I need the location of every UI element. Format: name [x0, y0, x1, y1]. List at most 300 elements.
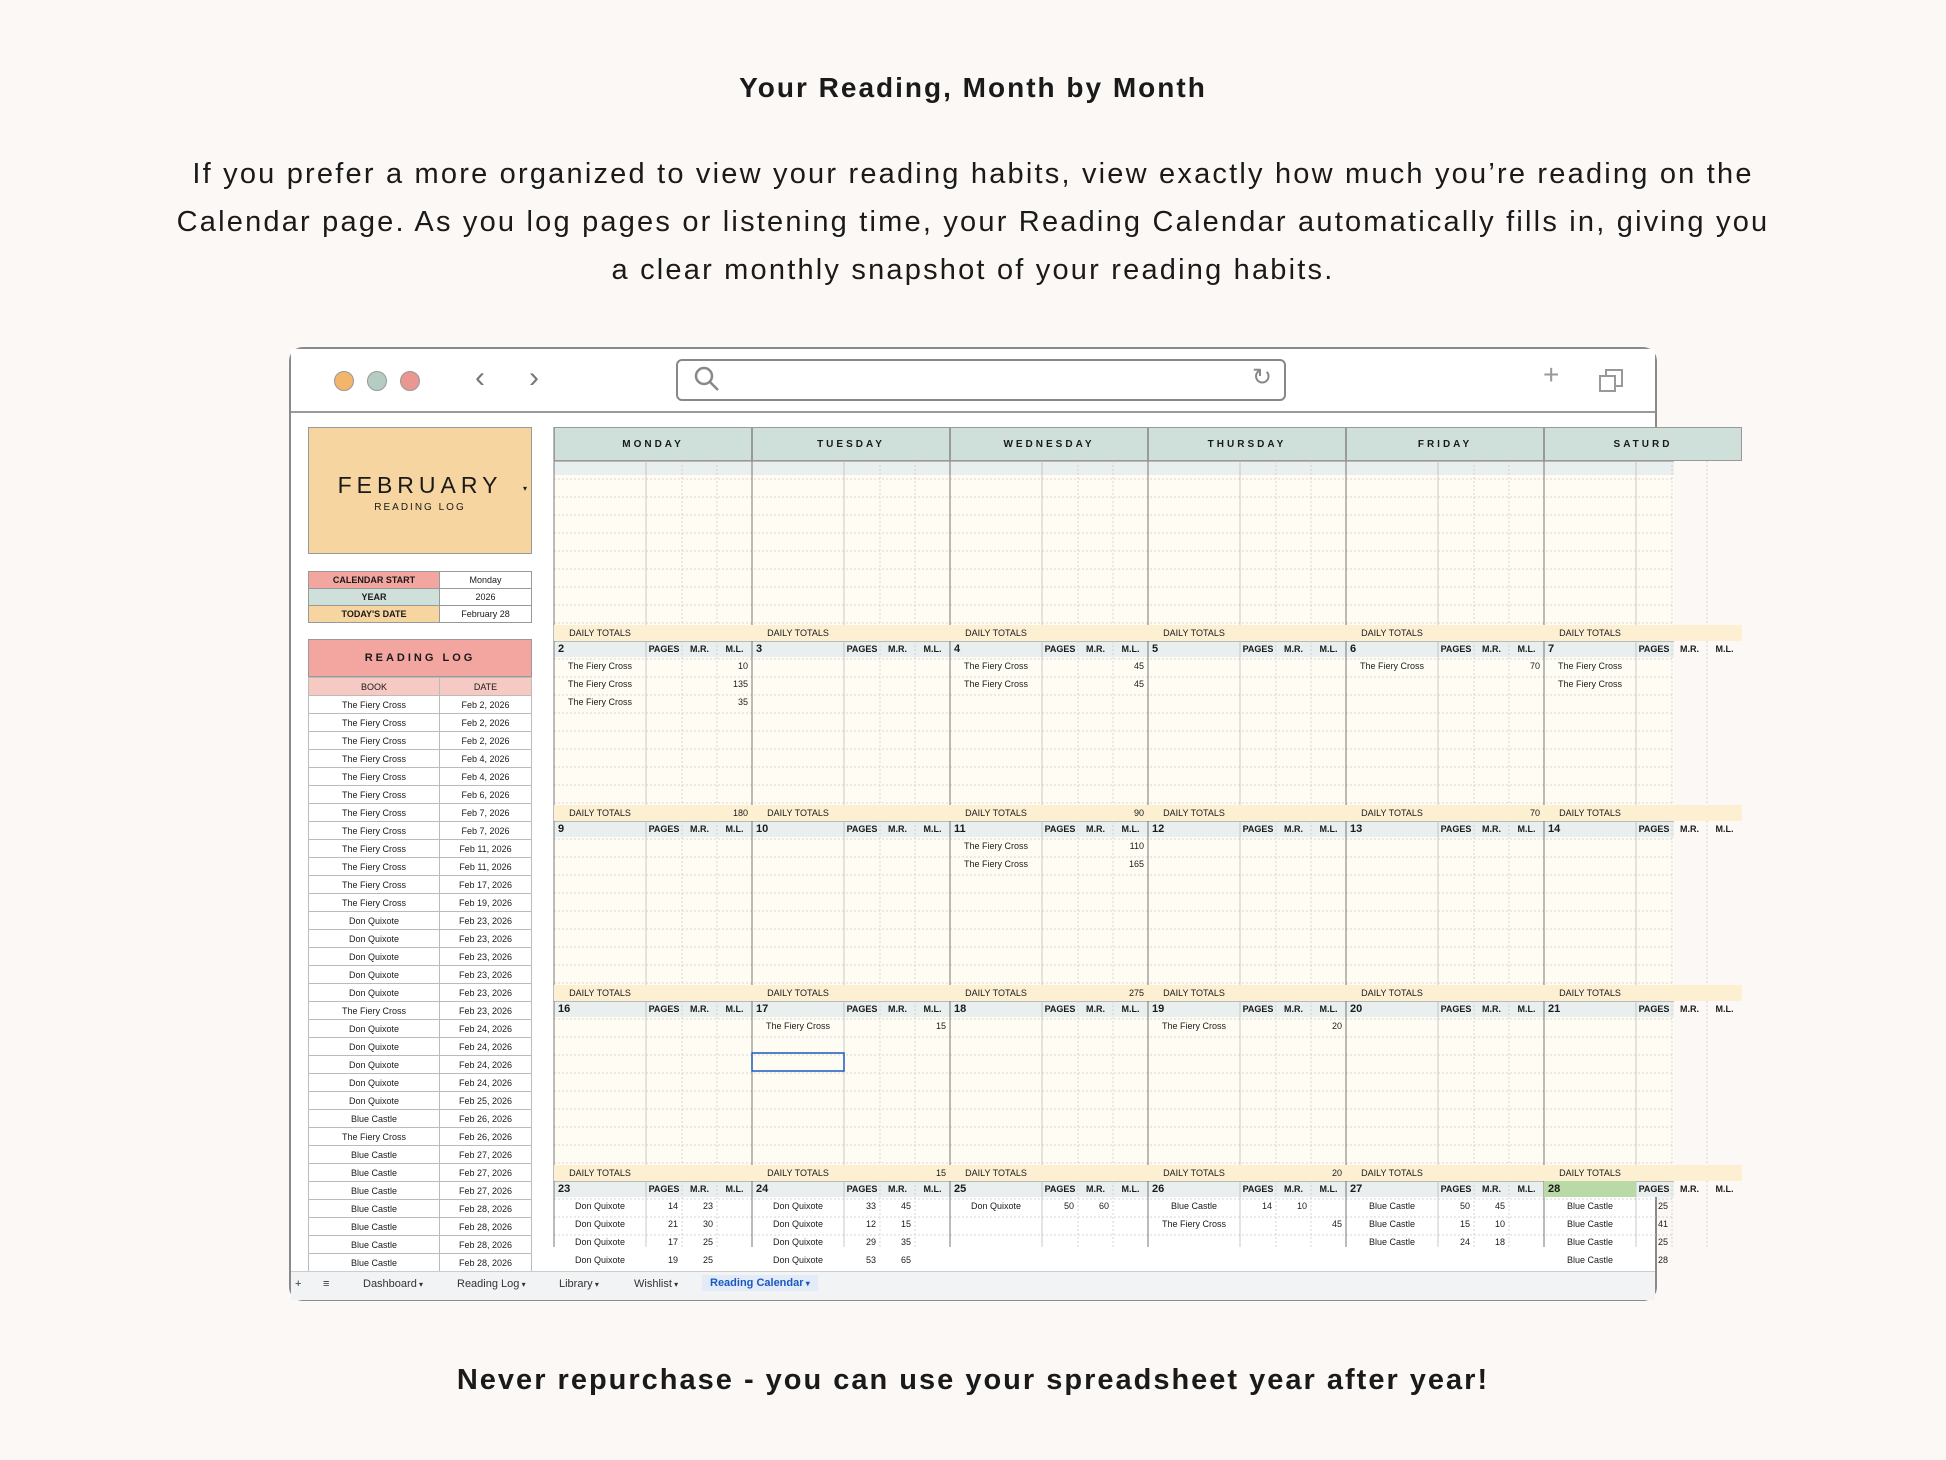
daily-totals-label: DAILY TOTALS [1148, 625, 1240, 641]
sheet-tab[interactable] [702, 1275, 818, 1291]
entry-value[interactable]: 15 [935, 1021, 946, 1031]
entry-value[interactable] [1078, 675, 1113, 693]
entry-value[interactable]: 41 [1657, 1219, 1668, 1229]
entry-book[interactable]: Don Quixote [772, 1219, 824, 1229]
entry-value[interactable] [1078, 855, 1113, 873]
entry-value[interactable] [1707, 1197, 1742, 1215]
entry-value[interactable]: 15 [900, 1219, 911, 1229]
settings-value[interactable]: 2026 [440, 589, 532, 606]
log-date-cell[interactable]: Feb 25, 2026 [440, 1092, 532, 1110]
entry-value[interactable]: 110 [1129, 841, 1144, 851]
chevron-down-icon[interactable]: ▾ [803, 1279, 810, 1288]
entry-value[interactable]: 50 [1459, 1201, 1470, 1211]
sheet-tab-label: Dashboard [363, 1278, 417, 1290]
daily-totals-label: DAILY TOTALS [950, 985, 1042, 1001]
entry-value[interactable]: 70 [1529, 661, 1540, 671]
daily-totals-value: 70 [1509, 805, 1544, 821]
entry-value[interactable]: 14 [667, 1201, 678, 1211]
table-row [309, 1200, 532, 1218]
entry-value[interactable]: 25 [702, 1237, 713, 1247]
entry-book[interactable]: Blue Castle [1368, 1201, 1416, 1211]
entry-value[interactable] [1707, 675, 1742, 693]
entry-book[interactable]: Don Quixote [772, 1201, 824, 1211]
log-book-cell[interactable]: Blue Castle [309, 1254, 440, 1272]
date-number: 13 [1350, 823, 1363, 835]
entry-value[interactable] [646, 675, 682, 693]
entry-value[interactable]: 45 [1133, 679, 1144, 689]
log-date-cell[interactable]: Feb 23, 2026 [440, 948, 532, 966]
log-book-cell[interactable]: Don Quixote [309, 1056, 440, 1074]
table-row [309, 1128, 532, 1146]
copy-icon[interactable] [1597, 367, 1625, 395]
entry-value[interactable] [1438, 657, 1474, 675]
entry-value[interactable] [915, 1215, 950, 1233]
chevron-down-icon[interactable]: ▾ [519, 1280, 526, 1289]
reading-log-column-header: DATE [440, 678, 532, 696]
entry-book[interactable]: Blue Castle [1566, 1255, 1614, 1265]
entry-value[interactable]: 45 [1331, 1219, 1342, 1229]
log-book-cell[interactable]: The Fiery Cross [309, 876, 440, 894]
settings-table [308, 571, 532, 623]
entry-value[interactable] [1707, 1233, 1742, 1251]
window-close-dot[interactable] [400, 371, 420, 391]
entry-value[interactable] [1636, 675, 1672, 693]
log-book-cell[interactable]: Blue Castle [309, 1164, 440, 1182]
entry-value[interactable]: 35 [900, 1237, 911, 1247]
chevron-down-icon[interactable]: ▾ [671, 1280, 679, 1289]
entry-book[interactable]: Blue Castle [1566, 1237, 1614, 1247]
entry-book[interactable]: The Fiery Cross [1359, 661, 1424, 671]
log-book-cell[interactable]: Don Quixote [309, 1020, 440, 1038]
entry-value[interactable] [1672, 1251, 1707, 1269]
log-date-cell[interactable]: Feb 27, 2026 [440, 1146, 532, 1164]
entry-value[interactable]: 35 [737, 697, 748, 707]
log-date-cell[interactable]: Feb 11, 2026 [440, 840, 532, 858]
column-header: PAGES [648, 824, 680, 834]
sheet-tab[interactable] [363, 1278, 423, 1290]
entry-book[interactable]: The Fiery Cross [963, 841, 1028, 851]
entry-value[interactable] [1509, 1233, 1544, 1251]
log-date-cell[interactable]: Feb 7, 2026 [440, 822, 532, 840]
entry-value[interactable]: 15 [1459, 1219, 1470, 1229]
log-book-cell[interactable]: Don Quixote [309, 930, 440, 948]
log-date-cell[interactable]: Feb 2, 2026 [440, 696, 532, 714]
date-number: 17 [756, 1003, 769, 1015]
log-book-cell[interactable]: The Fiery Cross [309, 822, 440, 840]
log-book-cell[interactable]: Blue Castle [309, 1110, 440, 1128]
daily-totals-label: DAILY TOTALS [950, 625, 1042, 641]
entry-book[interactable]: The Fiery Cross [963, 661, 1028, 671]
entry-book[interactable]: The Fiery Cross [567, 661, 632, 671]
entry-book[interactable]: Don Quixote [574, 1219, 626, 1229]
log-date-cell[interactable]: Feb 28, 2026 [440, 1218, 532, 1236]
entry-value[interactable] [1509, 1215, 1544, 1233]
entry-book[interactable]: Blue Castle [1368, 1219, 1416, 1229]
daily-totals-value: 90 [1113, 805, 1148, 821]
log-book-cell[interactable]: Don Quixote [309, 1074, 440, 1092]
month-dropdown-icon[interactable]: ▾ [522, 484, 527, 493]
entry-book[interactable]: The Fiery Cross [567, 697, 632, 707]
entry-book[interactable]: Don Quixote [574, 1255, 626, 1265]
entry-value[interactable] [880, 1017, 915, 1035]
entry-value[interactable] [1042, 657, 1078, 675]
log-book-cell[interactable]: The Fiery Cross [309, 858, 440, 876]
column-header: PAGES [1044, 644, 1076, 654]
entry-book[interactable]: The Fiery Cross [963, 859, 1028, 869]
daily-totals-label: DAILY TOTALS [950, 805, 1042, 821]
log-book-cell[interactable]: Don Quixote [309, 966, 440, 984]
log-date-cell[interactable]: Feb 4, 2026 [440, 750, 532, 768]
table-row [309, 840, 532, 858]
log-book-cell[interactable]: Blue Castle [309, 1236, 440, 1254]
log-date-cell[interactable]: Feb 24, 2026 [440, 1056, 532, 1074]
daily-totals-value [1509, 625, 1544, 641]
column-header: M.L. [1517, 1184, 1536, 1194]
entry-value[interactable] [717, 1215, 752, 1233]
log-date-cell[interactable]: Feb 23, 2026 [440, 984, 532, 1002]
log-book-cell[interactable]: The Fiery Cross [309, 786, 440, 804]
entry-value[interactable]: 21 [667, 1219, 678, 1229]
daily-totals-value [1509, 985, 1544, 1001]
entry-value[interactable]: 33 [865, 1201, 876, 1211]
entry-value[interactable] [1672, 1233, 1707, 1251]
log-book-cell[interactable]: Blue Castle [309, 1182, 440, 1200]
entry-book[interactable]: Blue Castle [1368, 1237, 1416, 1247]
column-header: PAGES [1242, 644, 1274, 654]
log-book-cell[interactable]: Blue Castle [309, 1218, 440, 1236]
entry-value[interactable]: 60 [1098, 1201, 1109, 1211]
settings-value[interactable]: February 28 [440, 606, 532, 623]
entry-value[interactable] [1078, 837, 1113, 855]
window-maximize-dot[interactable] [367, 371, 387, 391]
log-date-cell[interactable]: Feb 26, 2026 [440, 1110, 532, 1128]
column-header: PAGES [648, 644, 680, 654]
address-bar[interactable] [676, 359, 1286, 401]
entry-value[interactable]: 12 [865, 1219, 876, 1229]
entry-value[interactable] [1672, 657, 1707, 675]
daily-totals-fill [844, 985, 915, 1001]
daily-totals-value [1311, 985, 1346, 1001]
entry-value[interactable] [717, 1197, 752, 1215]
column-header: M.R. [1680, 824, 1699, 834]
log-date-cell[interactable]: Feb 2, 2026 [440, 714, 532, 732]
column-header: M.R. [1482, 644, 1501, 654]
daily-totals-label: DAILY TOTALS [1544, 805, 1636, 821]
entry-value[interactable] [1672, 675, 1707, 693]
log-book-cell[interactable]: Don Quixote [309, 1092, 440, 1110]
column-header: M.L. [1319, 644, 1338, 654]
column-header: M.L. [923, 1184, 942, 1194]
column-header: M.L. [725, 824, 744, 834]
entry-value[interactable]: 45 [1133, 661, 1144, 671]
entry-book[interactable]: Don Quixote [574, 1201, 626, 1211]
entry-value[interactable]: 50 [1063, 1201, 1074, 1211]
sheet-tab[interactable] [457, 1278, 526, 1290]
table-row [309, 1002, 532, 1020]
date-number: 27 [1350, 1183, 1363, 1195]
entry-value[interactable]: 45 [900, 1201, 911, 1211]
log-date-cell[interactable]: Feb 23, 2026 [440, 930, 532, 948]
daily-totals-fill [1042, 805, 1113, 821]
entry-book[interactable]: Don Quixote [772, 1237, 824, 1247]
entry-value[interactable] [1240, 1215, 1276, 1233]
log-date-cell[interactable]: Feb 23, 2026 [440, 912, 532, 930]
log-date-cell[interactable]: Feb 2, 2026 [440, 732, 532, 750]
log-book-cell[interactable]: The Fiery Cross [309, 732, 440, 750]
entry-value[interactable] [682, 675, 717, 693]
log-date-cell[interactable]: Feb 27, 2026 [440, 1182, 532, 1200]
table-row [309, 876, 532, 894]
entry-value[interactable]: 135 [732, 679, 748, 689]
log-date-cell[interactable]: Feb 24, 2026 [440, 1074, 532, 1092]
entry-book[interactable]: The Fiery Cross [963, 679, 1028, 689]
column-header: PAGES [1638, 644, 1670, 654]
log-book-cell[interactable]: The Fiery Cross [309, 696, 440, 714]
entry-value[interactable]: 14 [1261, 1201, 1272, 1211]
log-book-cell[interactable]: The Fiery Cross [309, 804, 440, 822]
entry-value[interactable] [682, 693, 717, 711]
column-header: M.R. [690, 1004, 709, 1014]
column-header: M.L. [725, 1004, 744, 1014]
column-header: M.L. [1319, 824, 1338, 834]
daily-totals-fill [1636, 625, 1707, 641]
day-header: WEDNESDAY [950, 427, 1148, 461]
column-header: M.L. [1715, 1184, 1734, 1194]
forward-icon[interactable]: › [529, 361, 539, 394]
entry-book[interactable]: Blue Castle [1170, 1201, 1218, 1211]
entry-value[interactable] [1042, 855, 1078, 873]
table-row [309, 912, 532, 930]
entry-value[interactable]: 28 [1657, 1255, 1668, 1265]
log-book-cell[interactable]: The Fiery Cross [309, 1128, 440, 1146]
entry-value[interactable]: 18 [1494, 1237, 1505, 1247]
entry-value[interactable] [1707, 1215, 1742, 1233]
description-line: If you prefer a more organized to view your reading habits, view exactly how much you’re reading on the [192, 158, 1754, 190]
entry-value[interactable] [1276, 1017, 1311, 1035]
entry-book[interactable]: Don Quixote [574, 1237, 626, 1247]
entry-value[interactable]: 53 [865, 1255, 876, 1265]
entry-value[interactable] [915, 1197, 950, 1215]
daily-totals-fill [1042, 985, 1113, 1001]
back-icon[interactable]: ‹ [475, 361, 485, 394]
column-header: M.L. [1715, 644, 1734, 654]
log-book-cell[interactable]: Blue Castle [309, 1146, 440, 1164]
table-row [309, 822, 532, 840]
entry-book[interactable]: The Fiery Cross [1557, 679, 1622, 689]
chevron-down-icon[interactable]: ▾ [416, 1280, 424, 1289]
entry-value[interactable]: 30 [702, 1219, 713, 1229]
all-sheets-menu-icon[interactable]: ≡ [323, 1278, 330, 1290]
log-date-cell[interactable]: Feb 28, 2026 [440, 1236, 532, 1254]
date-number: 11 [954, 823, 966, 835]
log-book-cell[interactable]: The Fiery Cross [309, 894, 440, 912]
column-header: M.L. [1319, 1004, 1338, 1014]
column-header: M.R. [1680, 1004, 1699, 1014]
column-header: M.R. [690, 644, 709, 654]
column-header: M.R. [1086, 1004, 1105, 1014]
entry-value[interactable] [915, 1233, 950, 1251]
column-header: M.R. [1086, 824, 1105, 834]
entry-value[interactable] [1672, 1215, 1707, 1233]
column-header: M.L. [1121, 644, 1140, 654]
entry-book[interactable]: Don Quixote [970, 1201, 1022, 1211]
entry-value[interactable]: 25 [1657, 1237, 1668, 1247]
entry-book[interactable]: Blue Castle [1566, 1201, 1614, 1211]
log-book-cell[interactable]: Don Quixote [309, 912, 440, 930]
daily-totals-fill [646, 625, 717, 641]
entry-value[interactable]: 24 [1459, 1237, 1470, 1247]
daily-totals-fill [646, 985, 717, 1001]
sheet-tab[interactable] [634, 1278, 678, 1290]
log-date-cell[interactable]: Feb 26, 2026 [440, 1128, 532, 1146]
date-number: 6 [1350, 643, 1357, 655]
table-row [309, 1110, 532, 1128]
date-number: 7 [1548, 643, 1555, 655]
entry-value[interactable]: 65 [900, 1255, 911, 1265]
column-header: M.R. [1482, 1004, 1501, 1014]
log-date-cell[interactable]: Feb 28, 2026 [440, 1200, 532, 1218]
log-book-cell[interactable]: Don Quixote [309, 948, 440, 966]
log-date-cell[interactable]: Feb 17, 2026 [440, 876, 532, 894]
entry-value[interactable]: 10 [737, 661, 748, 671]
entry-value[interactable]: 25 [702, 1255, 713, 1265]
log-book-cell[interactable]: The Fiery Cross [309, 1002, 440, 1020]
daily-totals-fill [646, 1165, 717, 1181]
column-header: PAGES [1638, 824, 1670, 834]
log-date-cell[interactable]: Feb 24, 2026 [440, 1020, 532, 1038]
log-date-cell[interactable]: Feb 19, 2026 [440, 894, 532, 912]
date-number: 12 [1152, 823, 1165, 835]
log-book-cell[interactable]: The Fiery Cross [309, 768, 440, 786]
daily-totals-fill [1438, 985, 1509, 1001]
entry-book[interactable]: Don Quixote [772, 1255, 824, 1265]
left-panel [308, 427, 532, 1272]
column-header: PAGES [1440, 1004, 1472, 1014]
entry-value[interactable] [1509, 1197, 1544, 1215]
entry-value[interactable] [1707, 1251, 1742, 1269]
entry-value[interactable]: 17 [667, 1237, 678, 1247]
entry-value[interactable] [646, 657, 682, 675]
log-date-cell[interactable]: Feb 11, 2026 [440, 858, 532, 876]
entry-value[interactable] [1042, 837, 1078, 855]
entry-value[interactable]: 10 [1494, 1219, 1505, 1229]
entry-value[interactable] [1474, 657, 1509, 675]
entry-value[interactable] [646, 693, 682, 711]
log-book-cell[interactable]: Blue Castle [309, 1200, 440, 1218]
column-header: PAGES [846, 1184, 878, 1194]
entry-book[interactable]: The Fiery Cross [567, 679, 632, 689]
entry-book[interactable]: The Fiery Cross [1161, 1021, 1226, 1031]
log-book-cell[interactable]: Don Quixote [309, 984, 440, 1002]
entry-value[interactable]: 23 [702, 1201, 713, 1211]
reload-icon[interactable]: ↻ [1251, 364, 1272, 391]
entry-value[interactable] [717, 1233, 752, 1251]
column-header: M.L. [1517, 824, 1536, 834]
log-date-cell[interactable]: Feb 27, 2026 [440, 1164, 532, 1182]
date-number: 20 [1350, 1003, 1363, 1015]
entry-value[interactable] [1311, 1197, 1346, 1215]
entry-value[interactable] [1078, 657, 1113, 675]
entry-value[interactable]: 25 [1657, 1201, 1668, 1211]
entry-book[interactable]: Blue Castle [1566, 1219, 1614, 1229]
daily-totals-fill [1240, 1165, 1311, 1181]
entry-value[interactable] [915, 1251, 950, 1269]
date-number: 19 [1152, 1003, 1165, 1015]
settings-value[interactable]: Monday [440, 572, 532, 589]
log-date-cell[interactable]: Feb 24, 2026 [440, 1038, 532, 1056]
entry-value[interactable] [1672, 1197, 1707, 1215]
entry-value[interactable] [1276, 1215, 1311, 1233]
daily-totals-fill [1240, 625, 1311, 641]
entry-value[interactable]: 20 [1331, 1021, 1342, 1031]
daily-totals-label: DAILY TOTALS [752, 1165, 844, 1181]
window-minimize-dot[interactable] [334, 371, 354, 391]
entry-value[interactable] [1707, 657, 1742, 675]
entry-value[interactable] [717, 1251, 752, 1269]
column-header: M.L. [1517, 1004, 1536, 1014]
date-number: 9 [558, 823, 565, 835]
column-header: PAGES [846, 824, 878, 834]
log-book-cell[interactable]: The Fiery Cross [309, 714, 440, 732]
entry-value[interactable] [1240, 1017, 1276, 1035]
entry-value[interactable] [1636, 657, 1672, 675]
entry-value[interactable]: 10 [1296, 1201, 1307, 1211]
entry-value[interactable]: 19 [667, 1255, 678, 1265]
log-book-cell[interactable]: Don Quixote [309, 1038, 440, 1056]
headline: Your Reading, Month by Month [739, 72, 1207, 103]
entry-value[interactable] [1113, 1197, 1148, 1215]
log-date-cell[interactable]: Feb 6, 2026 [440, 786, 532, 804]
table-row [309, 1236, 532, 1254]
log-date-cell[interactable]: Feb 23, 2026 [440, 966, 532, 984]
log-date-cell[interactable]: Feb 7, 2026 [440, 804, 532, 822]
entry-value[interactable] [1042, 675, 1078, 693]
daily-totals-fill [1636, 985, 1707, 1001]
entry-value[interactable]: 45 [1494, 1201, 1505, 1211]
daily-totals-value [1707, 625, 1742, 641]
column-header: PAGES [846, 1004, 878, 1014]
date-number: 2 [558, 643, 565, 655]
entry-value[interactable]: 29 [865, 1237, 876, 1247]
log-date-cell[interactable]: Feb 23, 2026 [440, 1002, 532, 1020]
entry-value[interactable] [844, 1017, 880, 1035]
chevron-down-icon[interactable]: ▾ [592, 1280, 599, 1289]
date-number: 24 [756, 1183, 769, 1195]
table-row [309, 1182, 532, 1200]
date-number: 28 [1544, 1181, 1636, 1197]
table-row [309, 1074, 532, 1092]
month-card[interactable] [308, 427, 532, 554]
entry-value[interactable]: 165 [1128, 859, 1144, 869]
log-book-cell[interactable]: The Fiery Cross [309, 750, 440, 768]
new-tab-icon[interactable]: + [1543, 359, 1560, 390]
column-header: PAGES [846, 644, 878, 654]
table-row [309, 768, 532, 786]
daily-totals-fill [1636, 1165, 1707, 1181]
date-number: 14 [1548, 823, 1561, 835]
log-date-cell[interactable]: Feb 4, 2026 [440, 768, 532, 786]
log-date-cell[interactable]: Feb 28, 2026 [440, 1254, 532, 1272]
add-sheet-button[interactable]: + [295, 1278, 302, 1290]
date-number: 26 [1152, 1183, 1165, 1195]
sheet-tab[interactable] [559, 1278, 599, 1290]
log-book-cell[interactable]: The Fiery Cross [309, 840, 440, 858]
entry-book[interactable]: The Fiery Cross [1557, 661, 1622, 671]
entry-book[interactable]: The Fiery Cross [1161, 1219, 1226, 1229]
entry-book[interactable]: The Fiery Cross [765, 1021, 830, 1031]
entry-value[interactable] [682, 657, 717, 675]
column-header: M.L. [725, 1184, 744, 1194]
